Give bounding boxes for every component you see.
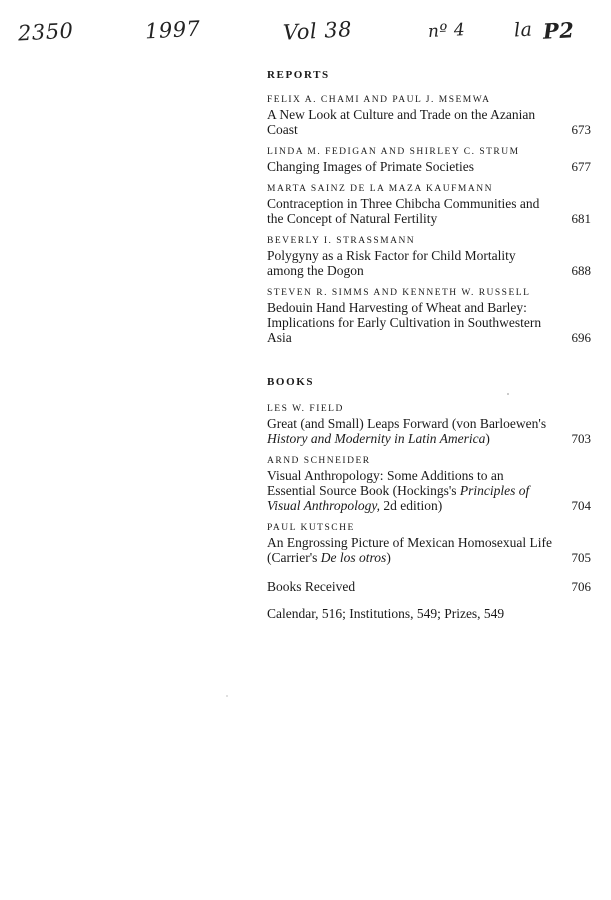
- page-number: 705: [571, 550, 591, 565]
- books-received-label: Books Received: [267, 579, 356, 594]
- page-number: 673: [571, 122, 591, 137]
- book-title-suffix: ): [485, 431, 490, 446]
- book-reviewer: PAUL KUTSCHE: [267, 523, 355, 533]
- book-entry[interactable]: [267, 455, 591, 513]
- page-number: 703: [571, 431, 591, 446]
- book-title-italic: De los otros: [320, 550, 387, 565]
- handwritten-catalog-number: 2350: [17, 18, 75, 46]
- report-title: Contraception in Three Chibcha Communities and the Concept of Natural Fertility: [267, 196, 540, 226]
- handwritten-suffix: P2: [542, 17, 576, 44]
- handwritten-volume: Vol 38: [282, 17, 353, 45]
- handwritten-annotations: [0, 14, 611, 48]
- book-entry[interactable]: [267, 522, 591, 565]
- calendar-line: Calendar, 516; Institutions, 549; Prizes, 549: [267, 606, 505, 621]
- report-authors: LINDA M. FEDIGAN AND SHIRLEY C. STRUM: [267, 147, 520, 157]
- page-number: 696: [571, 330, 591, 345]
- report-authors: MARTA SAINZ DE LA MAZA KAUFMANN: [267, 184, 493, 194]
- book-title-suffix: ): [386, 550, 391, 565]
- report-entry[interactable]: [267, 287, 591, 345]
- page-number: 677: [571, 159, 591, 174]
- page-number: 706: [571, 579, 591, 594]
- report-entry[interactable]: [267, 235, 591, 278]
- table-of-contents: [267, 68, 591, 621]
- handwritten-issue: nº 4: [427, 20, 466, 42]
- book-title-text: An Engrossing Picture of Mexican Homosexual Life (Carrier's: [267, 535, 552, 565]
- page-number: 688: [571, 263, 591, 278]
- book-title-italic: Principles of Visual Anthropology,: [267, 483, 530, 513]
- books-received-entry[interactable]: [267, 579, 591, 594]
- handwritten-year: 1997: [144, 16, 202, 44]
- report-authors: STEVEN R. SIMMS AND KENNETH W. RUSSELL: [267, 288, 531, 298]
- books-heading: BOOKS: [267, 376, 315, 388]
- report-title: Changing Images of Primate Societies: [267, 159, 474, 174]
- report-title: A New Look at Culture and Trade on the Azanian Coast: [267, 107, 536, 137]
- report-authors: FELIX A. CHAMI AND PAUL J. MSEMWA: [267, 95, 491, 105]
- book-title-italic: History and Modernity in Latin America: [267, 431, 486, 446]
- book-title: [267, 468, 591, 513]
- report-entry[interactable]: [267, 183, 591, 226]
- report-entry[interactable]: [267, 146, 591, 174]
- page-number: 681: [571, 211, 591, 226]
- book-title-text: Visual Anthropology: Some Additions to an Essential Source Book (Hockings's: [267, 468, 504, 498]
- book-title: [267, 416, 591, 446]
- book-reviewer: LES W. FIELD: [267, 404, 344, 414]
- book-entry[interactable]: [267, 403, 591, 446]
- reports-heading: REPORTS: [267, 69, 330, 81]
- report-entry[interactable]: [267, 94, 591, 137]
- report-authors: BEVERLY I. STRASSMANN: [267, 236, 416, 246]
- handwritten-prefix: la: [513, 18, 533, 42]
- book-title: [267, 535, 591, 565]
- scan-speck: [507, 393, 509, 395]
- report-title: Polygyny as a Risk Factor for Child Mortality among the Dogon: [267, 248, 516, 278]
- scan-speck: [226, 695, 228, 697]
- report-title: Bedouin Hand Harvesting of Wheat and Barley: Implications for Early Cultivation in Southwestern Asia: [267, 300, 542, 345]
- book-title-text: Great (and Small) Leaps Forward (von Barloewen's: [267, 416, 547, 431]
- book-title-suffix: 2d edition): [380, 498, 443, 513]
- book-reviewer: ARND SCHNEIDER: [267, 456, 371, 466]
- page-number: 704: [571, 498, 591, 513]
